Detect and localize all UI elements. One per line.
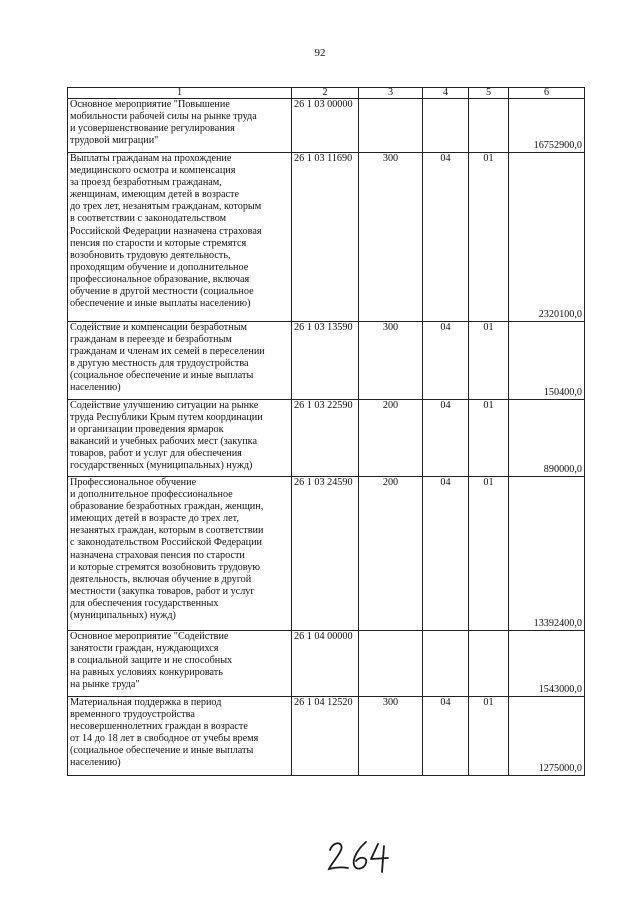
row-name: Содействие и компенсации безработным гражданам в переезде и безработным гражданам и членам их семей в переселении в другую местность для трудоустройства (социальное обеспечение и иные выплаты населению) bbox=[68, 322, 292, 400]
row-type: 200 bbox=[359, 400, 423, 477]
row-section: 04 bbox=[423, 697, 469, 776]
header-cell: 4 bbox=[423, 88, 469, 99]
row-type bbox=[359, 631, 423, 697]
row-code: 26 1 03 00000 bbox=[292, 99, 359, 153]
row-section bbox=[423, 99, 469, 153]
table-header-row bbox=[68, 88, 585, 99]
row-section: 04 bbox=[423, 477, 469, 631]
row-code: 26 1 03 13590 bbox=[292, 322, 359, 400]
row-amount: 2320100,0 bbox=[509, 153, 585, 322]
row-subsection: 01 bbox=[469, 153, 509, 322]
row-amount: 1275000,0 bbox=[509, 697, 585, 776]
row-subsection: 01 bbox=[469, 322, 509, 400]
page-number: 92 bbox=[314, 47, 326, 59]
header-cell: 1 bbox=[68, 88, 292, 99]
table-row bbox=[68, 322, 585, 400]
row-name: Выплаты гражданам на прохождение медицинского осмотра и компенсация за проезд безработным гражданам, женщинам, имеющим детей в возрасте до трех лет, незанятым гражданам, которым в соответствии с законодательством Российской Федерации назначена страховая пенсия по старости и которые стремятся возобновить трудовую деятельность, проходящим обучение и дополнительное профессиональное образование, включая обучение в другой местности (социальное обеспечение и иные выплаты населению) bbox=[68, 153, 292, 322]
row-amount: 890000,0 bbox=[509, 400, 585, 477]
row-subsection: 01 bbox=[469, 697, 509, 776]
row-type: 300 bbox=[359, 697, 423, 776]
row-type bbox=[359, 99, 423, 153]
row-subsection: 01 bbox=[469, 400, 509, 477]
row-amount: 16752900,0 bbox=[509, 99, 585, 153]
row-amount: 150400,0 bbox=[509, 322, 585, 400]
row-section: 04 bbox=[423, 322, 469, 400]
table-row bbox=[68, 153, 585, 322]
row-name: Материальная поддержка в период временного трудоустройства несовершеннолетних граждан в возрасте от 14 до 18 лет в свободное от учебы время (социальное обеспечение и иные выплаты населению) bbox=[68, 697, 292, 776]
row-section bbox=[423, 631, 469, 697]
row-code: 26 1 03 24590 bbox=[292, 477, 359, 631]
header-cell: 6 bbox=[509, 88, 585, 99]
row-code: 26 1 03 22590 bbox=[292, 400, 359, 477]
table-row bbox=[68, 697, 585, 776]
row-type: 200 bbox=[359, 477, 423, 631]
handwritten-signature bbox=[326, 836, 396, 876]
header-cell: 2 bbox=[292, 88, 359, 99]
row-code: 26 1 04 00000 bbox=[292, 631, 359, 697]
row-code: 26 1 04 12520 bbox=[292, 697, 359, 776]
row-name: Содействие улучшению ситуации на рынке труда Республики Крым путем координации и организации проведения ярмарок вакансий и учебных рабочих мест (закупка товаров, работ и услуг для обеспечения государственных (муниципальных) нужд) bbox=[68, 400, 292, 477]
row-subsection: 01 bbox=[469, 477, 509, 631]
row-subsection bbox=[469, 99, 509, 153]
row-section: 04 bbox=[423, 153, 469, 322]
row-name: Профессиональное обучение и дополнительное профессиональное образование безработных граждан, женщин, имеющих детей в возрасте до трех лет, незанятых граждан, которым в соответствии с законодательством Российской Федерации назначена страховая пенсия по старости и которые стремятся возобновить трудовую деятельность, включая обучение в другой местности (закупка товаров, работ и услуг для обеспечения государственных (муниципальных) нужд) bbox=[68, 477, 292, 631]
row-code: 26 1 03 11690 bbox=[292, 153, 359, 322]
row-name: Основное мероприятие "Содействие занятости граждан, нуждающихся в социальной защите и не способных на равных условиях конкурировать на рынке труда" bbox=[68, 631, 292, 697]
table-row bbox=[68, 631, 585, 697]
row-section: 04 bbox=[423, 400, 469, 477]
row-amount: 1543000,0 bbox=[509, 631, 585, 697]
row-subsection bbox=[469, 631, 509, 697]
row-amount: 13392400,0 bbox=[509, 477, 585, 631]
header-cell: 5 bbox=[469, 88, 509, 99]
row-type: 300 bbox=[359, 153, 423, 322]
table-row bbox=[68, 99, 585, 153]
budget-table bbox=[67, 87, 585, 776]
table-row bbox=[68, 400, 585, 477]
row-type: 300 bbox=[359, 322, 423, 400]
table-row bbox=[68, 477, 585, 631]
row-name: Основное мероприятие "Повышение мобильности рабочей силы на рынке труда и усовершенствование регулирования трудовой миграции" bbox=[68, 99, 292, 153]
header-cell: 3 bbox=[359, 88, 423, 99]
